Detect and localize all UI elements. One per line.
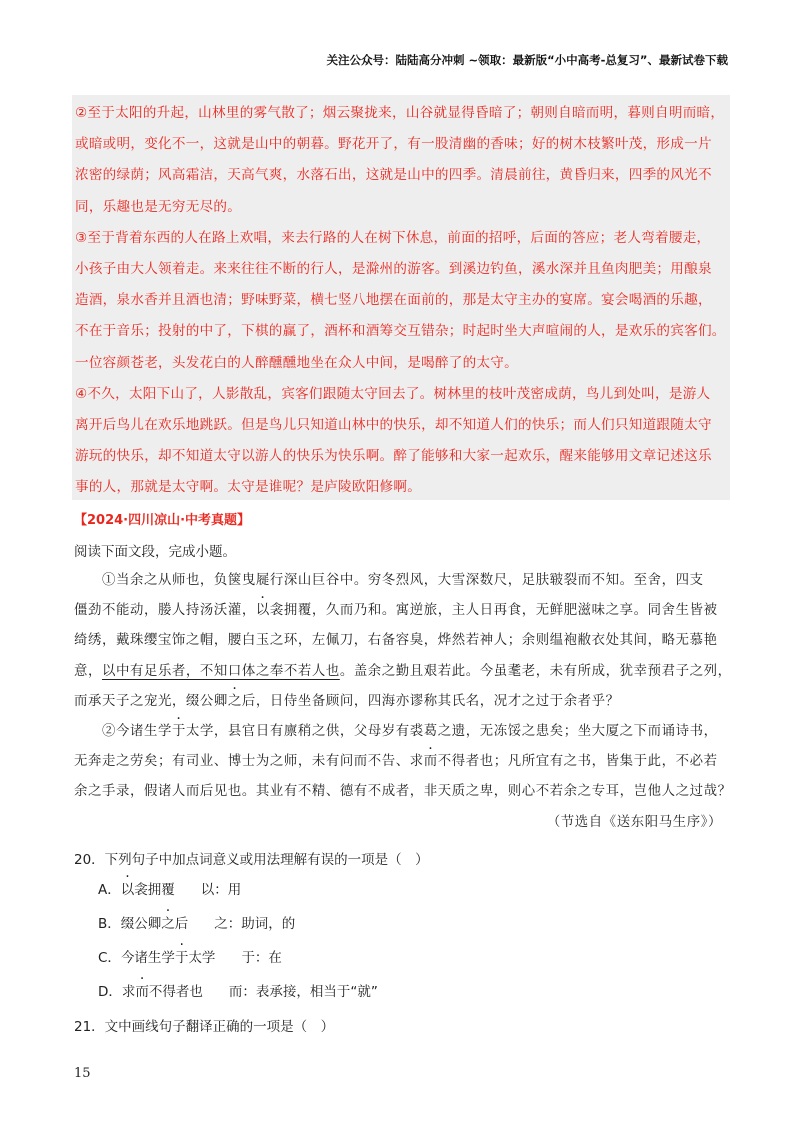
translation-line: 离开后鸟儿在欢乐地跳跃。但是鸟儿只知道山林中的快乐，却不知道人们的快乐；而人们只知道跟随太守 (75, 417, 712, 434)
underlined-sentence: 以中有足乐者，不知口体之奉不若人也 (101, 663, 340, 679)
option-d[interactable]: D．求而不得者也 而：表承接，相当于“就” (98, 984, 378, 1000)
emphasis-dot-char: 于 (171, 724, 186, 740)
passage-line: ②今诸生学于太学，县官日有廪稍之供，父母岁有裘葛之遗，无冻馁之患矣；坐大厦之下而诵诗书， (102, 724, 718, 740)
option-a[interactable]: A．以衾拥覆 以：用 (98, 882, 242, 898)
option-c[interactable]: C．今诸生学于太学 于：在 (98, 950, 282, 966)
header-banner: 关注公众号：陆陆高分冲刺 ~领取：最新版“小中高考-总复习”、最新试卷下载 (326, 53, 728, 67)
option-gloss: 而：表承接，相当于“就” (228, 984, 378, 1000)
question-21-stem: 21．文中画线句子翻译正确的一项是（ ） (74, 1019, 335, 1035)
questions (74, 848, 734, 1040)
emphasis-dot-char: 以 (120, 882, 135, 898)
question-20-stem: 20．下列句子中加点词意义或用法理解有误的一项是（ ） (74, 852, 429, 868)
translation-line: 小孩子由大人领着走。来来往往不断的行人，是滁州的游客。到溪边钓鱼，溪水深并且鱼肉肥美；用酿泉 (75, 261, 712, 278)
passage-line: 僵劲不能动，媵人持汤沃灌，以衾拥覆，久而乃和。寓逆旅，主人日再食，无鲜肥滋味之享。同舍生皆被 (74, 603, 718, 619)
option-gloss: 以：用 (200, 882, 242, 898)
passage-line: 无奔走之劳矣；有司业、博士为之师，未有问而不告、求而不得者也；凡所宜有之书，皆集于此，不必若 (74, 754, 718, 770)
translation-line: 浓密的绿荫；风高霜洁，天高气爽，水落石出，这就是山中的四季。清晨前往，黄昏归来，四季的风光不 (75, 167, 712, 184)
emphasis-dot-char: 之 (161, 916, 175, 932)
emphasis-dot-char: 之 (227, 693, 242, 709)
translation-line: 游玩的快乐，却不知道太守以游人的快乐为快乐啊。醉了能够和大家一起欢乐，醒来能够用文章记述这乐 (75, 448, 712, 465)
translation-line: 不在于音乐；投射的中了，下棋的赢了，酒杯和酒筹交互错杂；时起时坐大声喧闹的人，是欢乐的宾客们。 (75, 323, 726, 340)
translation-line: ②至于太阳的升起，山林里的雾气散了；烟云聚拢来，山谷就显得昏暗了；朝则自暗而明，暮则自明而暗， (75, 105, 725, 121)
classical-passage (74, 566, 734, 838)
option-b[interactable]: B．缀公卿之后 之：助词，的 (98, 916, 296, 932)
emphasis-dot-char: 以 (255, 603, 270, 619)
translation-line: 同，乐趣也是无穷无尽的。 (75, 198, 242, 215)
translation-block (72, 95, 730, 500)
page-number: 15 (74, 1066, 91, 1081)
passage-line: 余之手录，假诸人而后见也。其业有不精、德有不成者，非天质之卑，则心不若余之专耳，岂他人之过哉？ (74, 784, 732, 800)
passage-line: 意，以中有足乐者，不知口体之奉不若人也。盖余之勤且艰若此。今虽耄老，未有所成，犹幸预君子之列， (74, 663, 732, 679)
passage-line: 而承天子之宠光，缀公卿之后，日侍坐备顾问，四海亦谬称其氏名，况才之过于余者乎？ (74, 693, 620, 709)
translation-line: 一位容颜苍老，头发花白的人醉醺醺地坐在众人中间，是喝醉了的太守。 (75, 354, 518, 371)
translation-line: ④不久，太阳下山了，人影散乱，宾客们跟随太守回去了。树林里的枝叶茂密成荫，鸟儿到处叫，是游人 (75, 385, 711, 402)
emphasis-dot-char: 而 (423, 754, 438, 770)
exam-source-tag: 【2024·四川凉山·中考真题】 (74, 513, 251, 528)
reading-instruction: 阅读下面文段，完成小题。 (74, 544, 236, 560)
emphasis-dot-char: 而 (135, 984, 149, 1000)
passage-line: ①当余之从师也，负箧曳屣行深山巨谷中。穷冬烈风，大雪深数尺，足肤皲裂而不知。至舍，四支 (102, 573, 704, 588)
translation-line: 或暗或明，变化不一，这就是山中的朝暮。野花开了，有一股清幽的香味；好的树木枝繁叶茂，形成一片 (75, 136, 712, 153)
translation-line: ③至于背着东西的人在路上欢唱，来去行路的人在树下休息，前面的招呼，后面的答应；老人弯着腰走， (75, 229, 711, 246)
translation-line: 事的人，那就是太守啊。太守是谁呢？是庐陵欧阳修啊。 (75, 479, 422, 496)
passage-line: 绮绣，戴珠缨宝饰之帽，腰白玉之环，左佩刀，右备容臭，烨然若神人；余则缊袍敝衣处其间，略无慕艳 (74, 633, 718, 649)
passage-source: （节选自《送东阳马生序》） (546, 814, 722, 830)
option-gloss: 之：助词，的 (214, 916, 296, 932)
emphasis-dot-char: 于 (174, 950, 189, 966)
translation-line: 造酒，泉水香并且酒也清；野味野菜，横七竖八地摆在面前的，那是太守主办的宴席。宴会喝酒的乐趣， (75, 292, 712, 309)
option-gloss: 于：在 (241, 950, 282, 966)
